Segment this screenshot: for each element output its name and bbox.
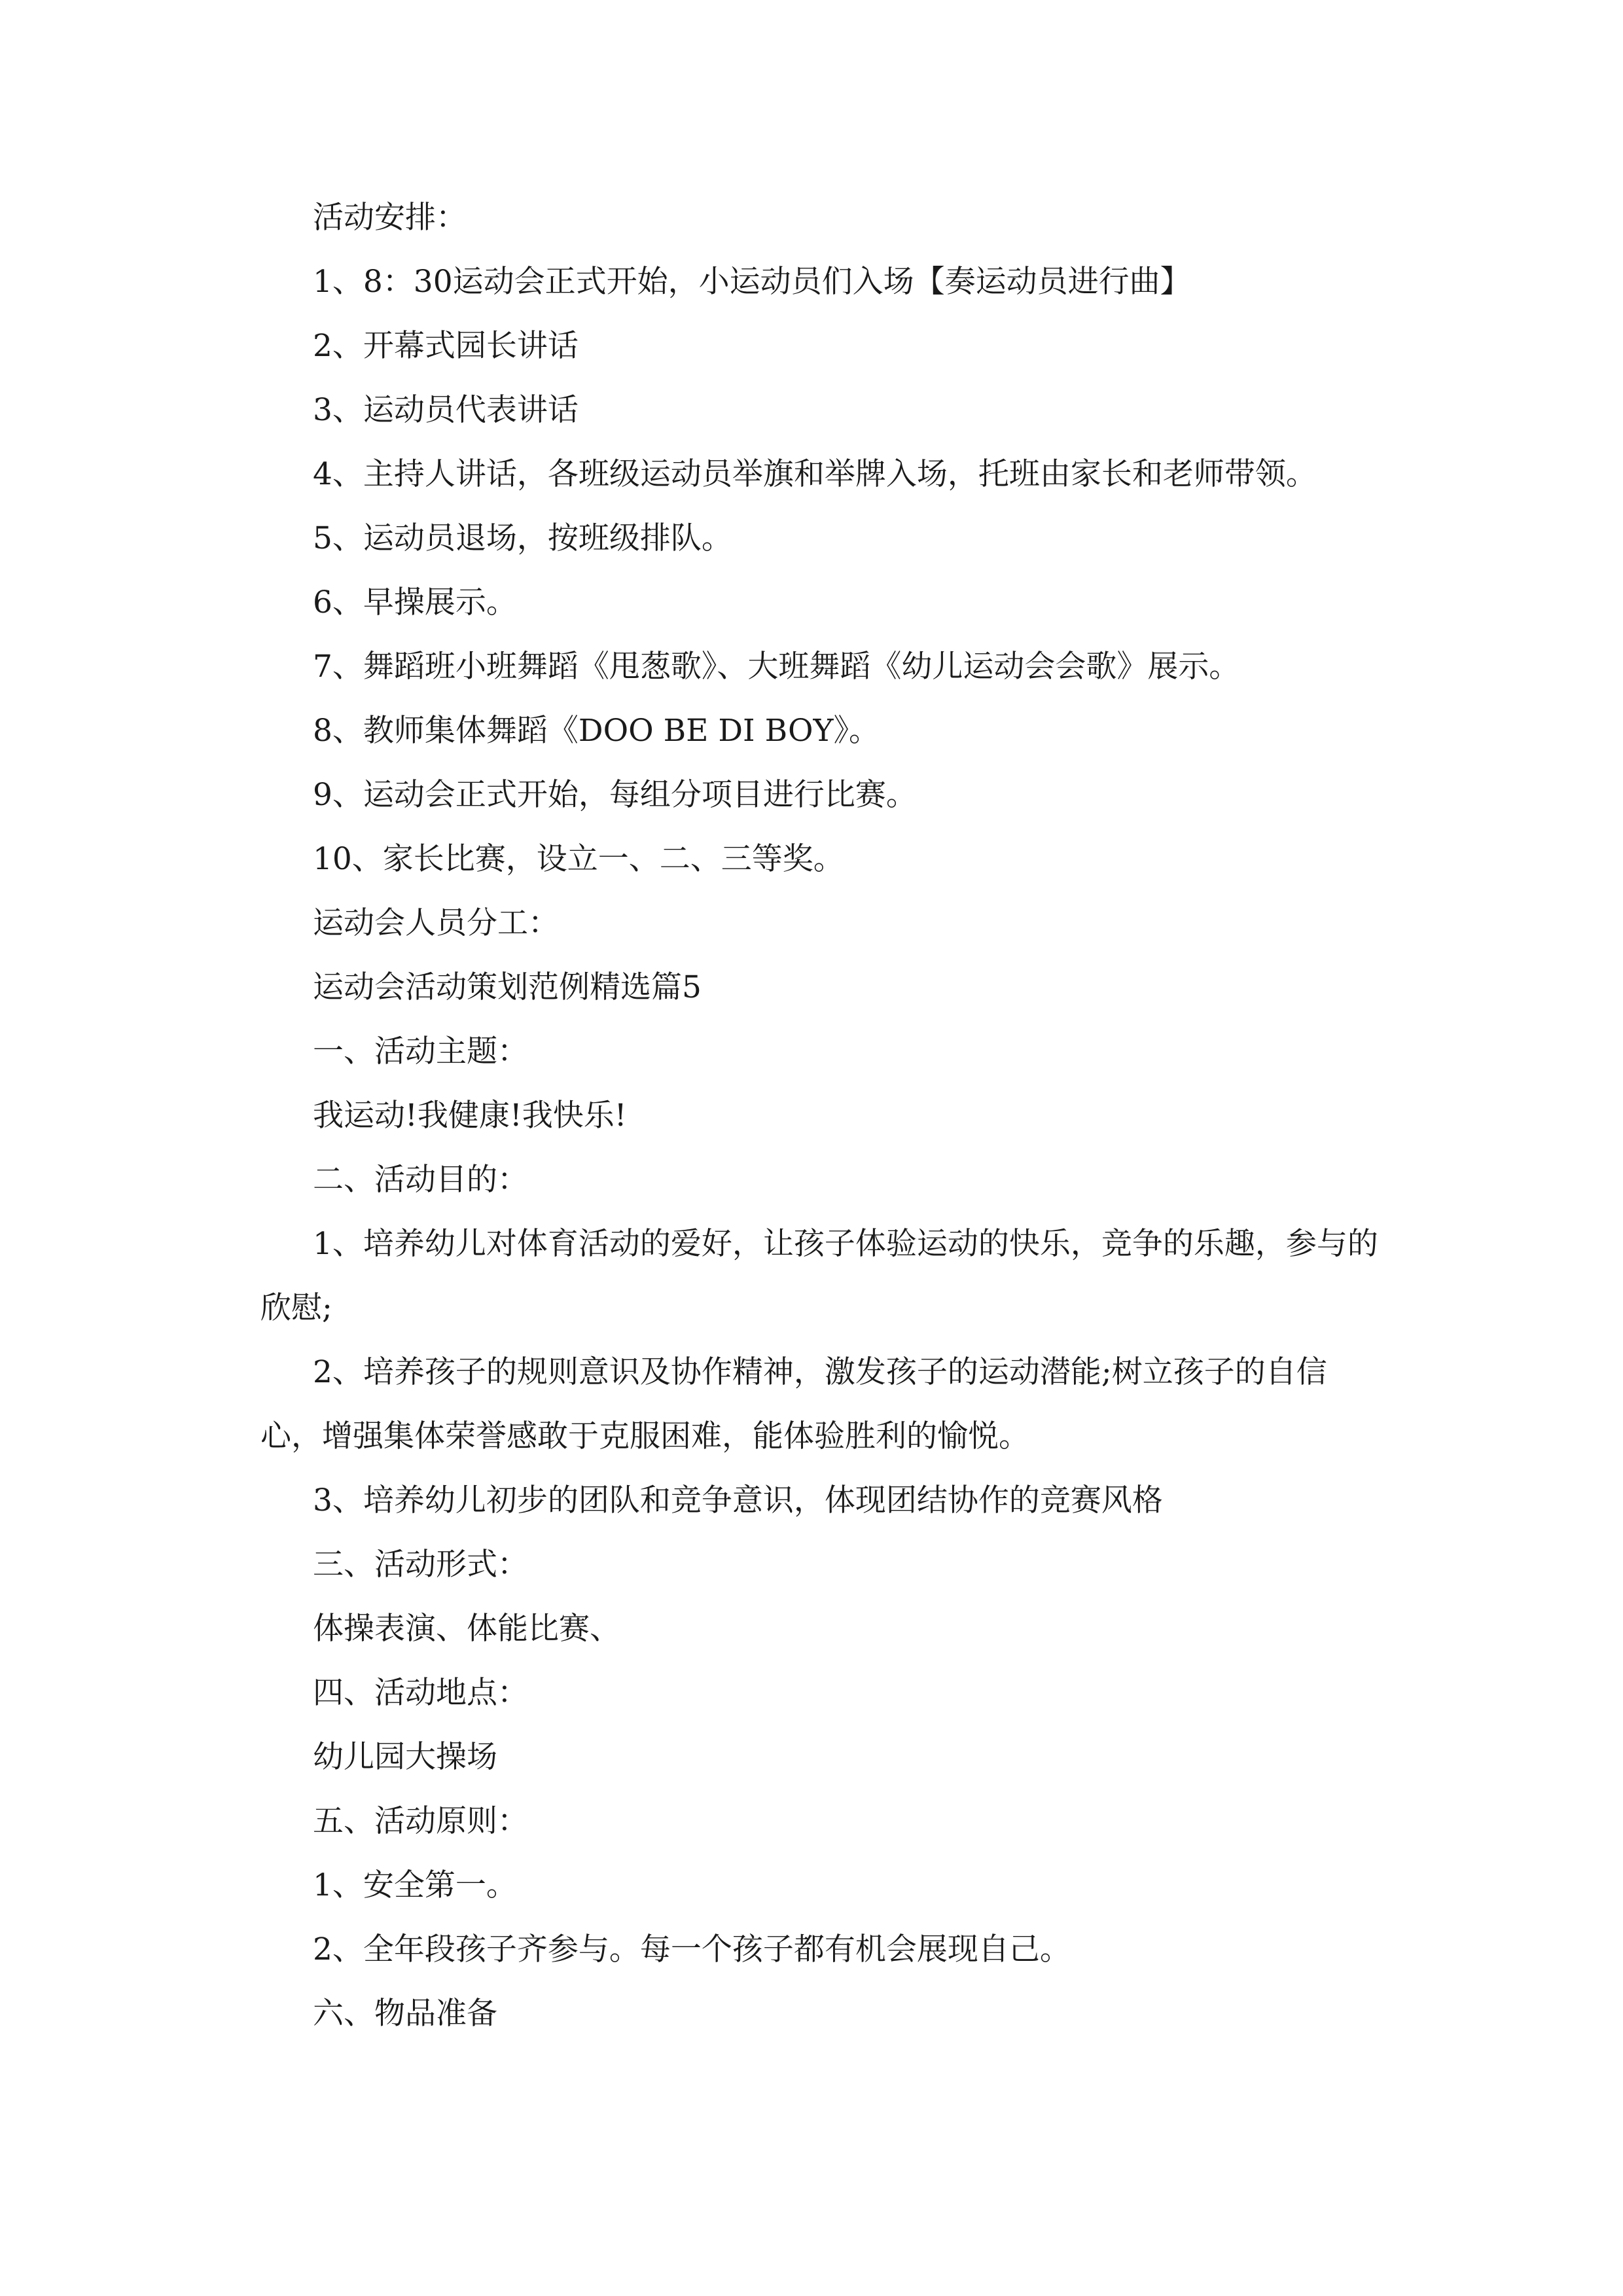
heading-theme: 一、活动主题： — [313, 1033, 528, 1069]
heading-purpose: 二、活动目的： — [313, 1162, 528, 1198]
paragraph-purpose-item: 3、培养幼儿初步的团队和竞争意识，体现团结协作的竞赛风格 — [313, 1482, 1163, 1518]
heading-materials: 六、物品准备 — [313, 1996, 497, 2032]
paragraph-format: 体操表演、体能比赛、 — [313, 1611, 620, 1647]
paragraph-schedule-item: 7、舞蹈班小班舞蹈《甩葱歌》、大班舞蹈《幼儿运动会会歌》展示。 — [313, 649, 1240, 685]
paragraph-schedule-item: 6、早操展示。 — [313, 584, 517, 620]
paragraph-principle-item: 1、安全第一。 — [313, 1867, 517, 1903]
heading-principles: 五、活动原则： — [313, 1803, 528, 1839]
section-title: 运动会活动策划范例精选篇5 — [313, 969, 702, 1005]
paragraph-schedule-item: 8、教师集体舞蹈《DOO BE DI BOY》。 — [313, 713, 880, 749]
paragraph-schedule-item: 5、运动员退场，按班级排队。 — [313, 520, 732, 556]
paragraph-schedule-item: 1、8：30运动会正式开始，小运动员们入场【奏运动员进行曲】 — [313, 264, 1191, 300]
document-body — [260, 186, 1386, 2046]
paragraph-schedule-item: 10、家长比赛，设立一、二、三等奖。 — [313, 841, 844, 877]
paragraph-staff-heading: 运动会人员分工： — [313, 905, 559, 941]
paragraph-schedule-item: 9、运动会正式开始，每组分项目进行比赛。 — [313, 777, 917, 813]
paragraph-schedule-item: 4、主持人讲话，各班级运动员举旗和举牌入场，托班由家长和老师带领。 — [313, 456, 1317, 492]
paragraph-principle-item: 2、全年段孩子齐参与。每一个孩子都有机会展现自己。 — [313, 1931, 1071, 1967]
paragraph-schedule-heading: 活动安排： — [313, 200, 467, 236]
heading-location: 四、活动地点： — [313, 1675, 528, 1711]
paragraph-theme: 我运动!我健康!我快乐! — [313, 1098, 627, 1134]
paragraph-location: 幼儿园大操场 — [313, 1739, 497, 1775]
heading-format: 三、活动形式： — [313, 1547, 528, 1583]
paragraph-purpose-item: 1、培养幼儿对体育活动的爱好，让孩子体验运动的快乐，竞争的乐趣，参与的欣慰; — [260, 1226, 1378, 1326]
paragraph-purpose-item: 2、培养孩子的规则意识及协作精神，激发孩子的运动潜能;树立孩子的自信心，增强集体荣誉感敢于克服困难，能体验胜利的愉悦。 — [260, 1354, 1327, 1454]
paragraph-schedule-item: 3、运动员代表讲话 — [313, 392, 579, 428]
paragraph-schedule-item: 2、开幕式园长讲话 — [313, 328, 579, 364]
